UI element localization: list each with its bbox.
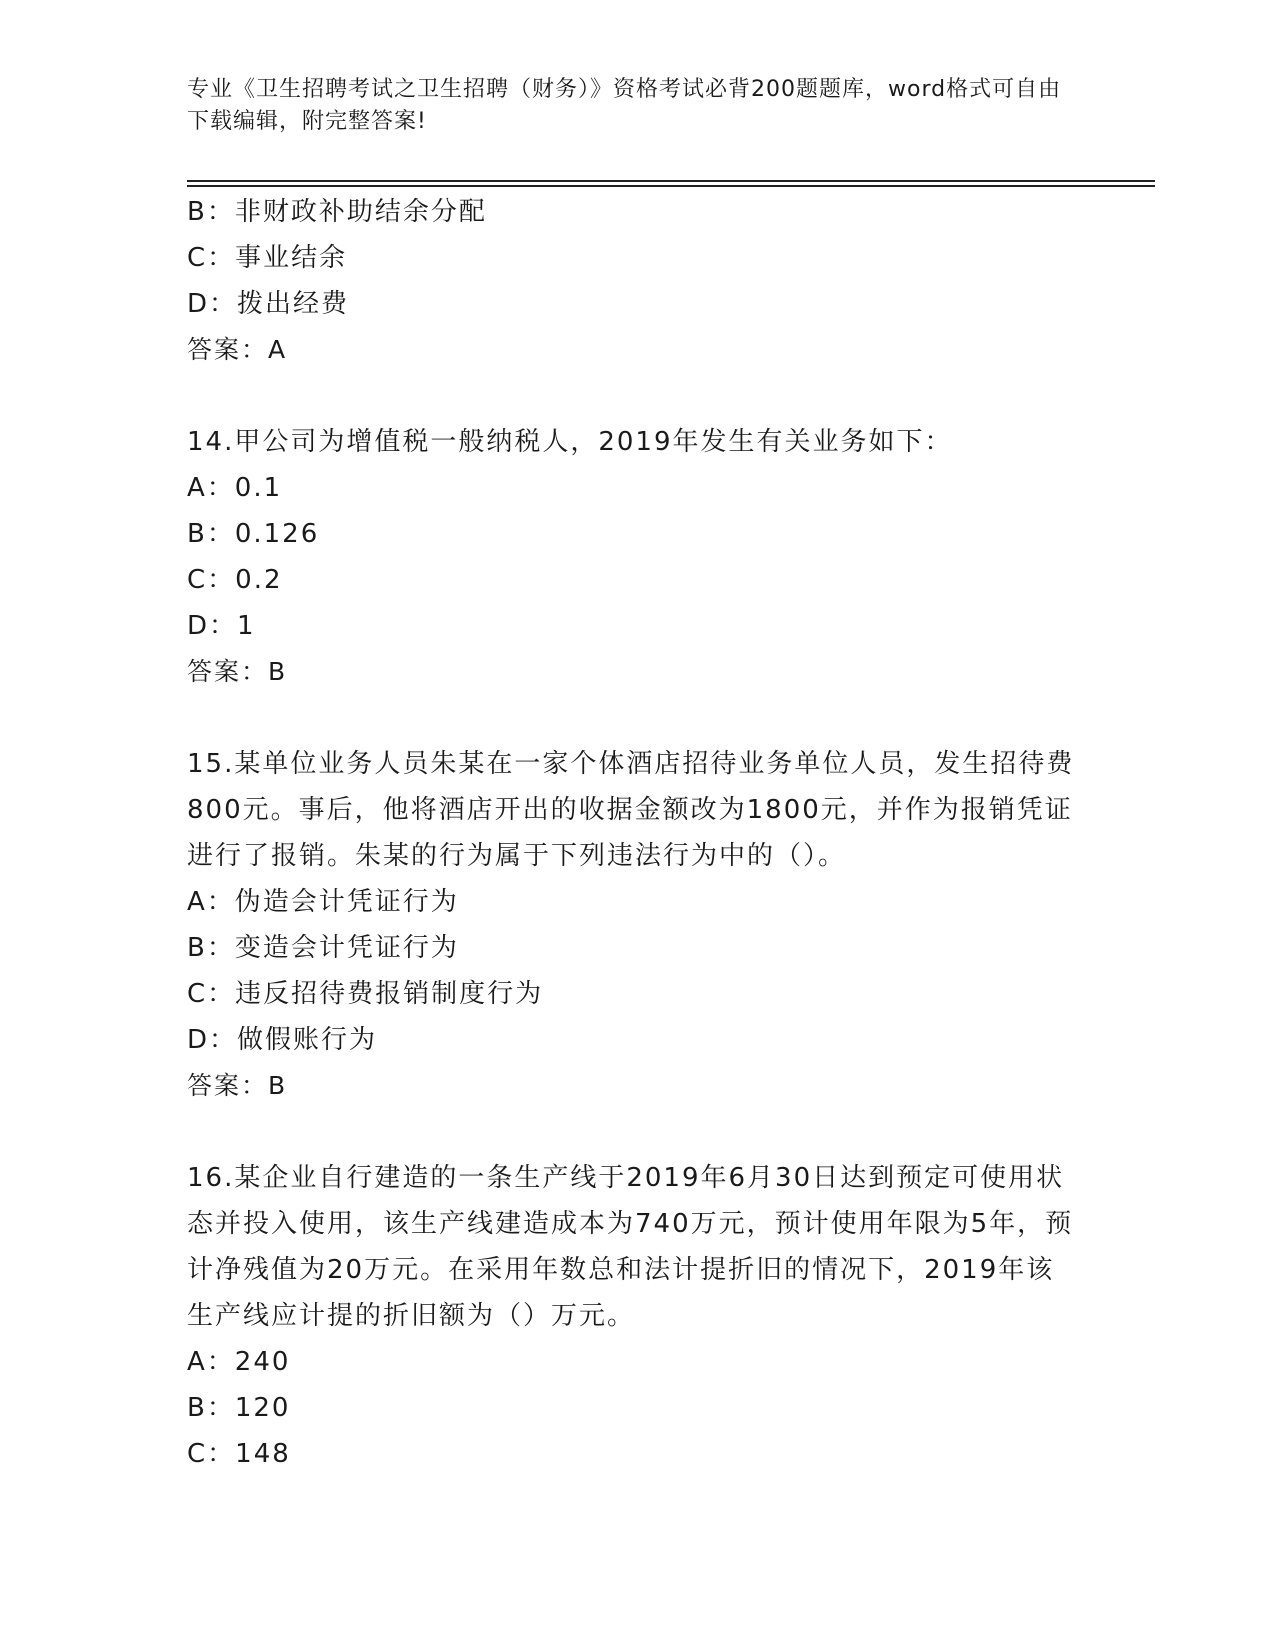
spacer bbox=[187, 373, 1087, 419]
q16-option-b: B：120 bbox=[187, 1393, 291, 1423]
q15-option-b: B：变造会计凭证行为 bbox=[187, 933, 459, 963]
q14-answer: 答案：B bbox=[187, 657, 288, 686]
header-rule-bottom bbox=[187, 185, 1155, 187]
header-rule-top bbox=[187, 180, 1155, 182]
q13-option-b: B：非财政补助结余分配 bbox=[187, 197, 487, 227]
q14-option-d: D：1 bbox=[187, 611, 256, 641]
question-14-block bbox=[187, 419, 1087, 695]
q14-option-c: C：0.2 bbox=[187, 565, 283, 595]
q16-option-a: A：240 bbox=[187, 1347, 291, 1377]
q16-question: 16.某企业自行建造的一条生产线于2019年6月30日达到预定可使用状态并投入使用，该生产线建造成本为740万元，预计使用年限为5年，预计净残值为20万元。在采用年数总和法计提折旧的情况下，2019年该生产线应计提的折旧额为（）万元。 bbox=[187, 1163, 1074, 1331]
q14-option-a: A：0.1 bbox=[187, 473, 283, 503]
spacer bbox=[187, 695, 1087, 741]
question-15-block bbox=[187, 741, 1087, 1109]
question-13-block bbox=[187, 189, 1087, 373]
document-header: 专业《卫生招聘考试之卫生招聘（财务）》资格考试必背200题题库，word格式可自由下载编辑，附完整答案! bbox=[187, 77, 1062, 134]
q15-option-d: D：做假账行为 bbox=[187, 1025, 378, 1055]
q13-answer: 答案：A bbox=[187, 335, 288, 364]
question-content bbox=[187, 189, 1087, 1477]
q13-option-d: D：拨出经费 bbox=[187, 289, 350, 319]
q15-answer: 答案：B bbox=[187, 1071, 288, 1100]
q14-question: 14.甲公司为增值税一般纳税人，2019年发生有关业务如下： bbox=[187, 427, 953, 457]
q15-option-c: C：违反招待费报销制度行为 bbox=[187, 979, 544, 1009]
question-16-block bbox=[187, 1155, 1087, 1477]
q15-option-a: A：伪造会计凭证行为 bbox=[187, 887, 459, 917]
spacer bbox=[187, 1109, 1087, 1155]
q15-question: 15.某单位业务人员朱某在一家个体酒店招待业务单位人员，发生招待费800元。事后，他将酒店开出的收据金额改为1800元，并作为报销凭证进行了报销。朱某的行为属于下列违法行为中的（）。 bbox=[187, 749, 1075, 871]
q13-option-c: C：事业结余 bbox=[187, 243, 348, 273]
q16-option-c: C：148 bbox=[187, 1439, 291, 1469]
q14-option-b: B：0.126 bbox=[187, 519, 320, 549]
